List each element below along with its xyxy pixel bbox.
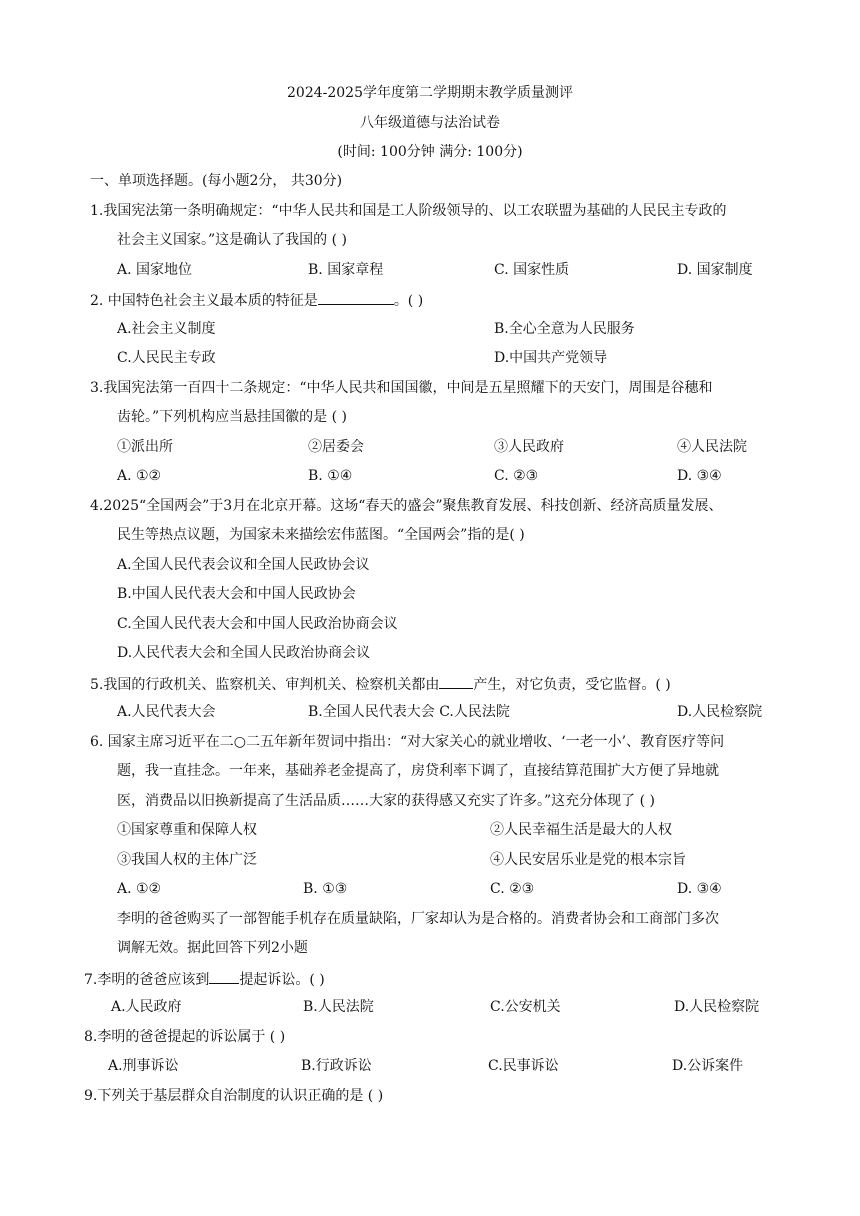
question-4-stem-line1: 4.2025“全国两会”于3月在北京开幕。这场“春天的盛会”聚焦教育发展、科技创新、经济高质量发展、	[90, 498, 723, 514]
question-7-option-d: D.人民检察院	[674, 999, 760, 1015]
question-4-option-a: A.全国人民代表会议和全国人民政协会议	[117, 557, 370, 573]
question-6-option-b: B. ①③	[303, 881, 348, 897]
question-3-option-c: C. ②③	[494, 468, 539, 484]
question-7-option-c: C.公安机关	[490, 999, 561, 1015]
question-1-stem-line1: 1.我国宪法第一条明确规定：“中华人民共和国是工人阶级领导的、以工农联盟为基础的人民民主专政的	[90, 203, 727, 219]
question-3-option-d: D. ③④	[677, 468, 722, 484]
exam-title: 2024-2025学年度第二学期期末教学质量测评	[287, 85, 573, 101]
question-8-option-a: A.刑事诉讼	[108, 1058, 179, 1074]
exam-subtitle: 八年级道德与法治试卷	[360, 115, 500, 131]
question-2-option-d: D.中国共产党领导	[494, 350, 608, 366]
answer-blank	[209, 971, 239, 984]
question-5-option-bc: B.全国人民代表大会 C.人民法院	[308, 704, 510, 720]
section-heading: 一、单项选择题。(每小题2分， 共30分)	[90, 173, 343, 189]
question-7-stem-part1: 7.李明的爸爸应该到	[84, 972, 210, 988]
question-5-stem-part2: 产生，对它负责，受它监督。( )	[473, 677, 671, 693]
question-4-option-c: C.全国人民代表大会和中国人民政治协商会议	[117, 616, 398, 632]
question-3-stem-line2: 齿轮。”下列机构应当悬挂国徽的是 ( )	[117, 409, 347, 425]
question-1-option-a: A. 国家地位	[117, 262, 193, 278]
question-3-stem-line1: 3.我国宪法第一百四十二条规定：“中华人民共和国国徽，中间是五星照耀下的天安门，周围是谷穗和	[90, 380, 713, 396]
question-8-option-c: C.民事诉讼	[488, 1058, 559, 1074]
question-1-option-d: D. 国家制度	[677, 262, 753, 278]
question-5-option-d: D.人民检察院	[677, 704, 763, 720]
question-7-stem-part2: 提起诉讼。( )	[239, 972, 325, 988]
question-2-stem-part2: 。( )	[393, 293, 424, 309]
question-5-stem	[90, 676, 671, 692]
question-4-option-b: B.中国人民代表大会和中国人民政协会	[117, 586, 356, 602]
question-6-option-d: D. ③④	[677, 881, 722, 897]
question-8-stem: 8.李明的爸爸提起的诉讼属于 ( )	[84, 1029, 286, 1045]
question-3-item-3: ③人民政府	[494, 439, 564, 455]
question-6-stem-line2: 题，我一直挂念。一年来，基础养老金提高了，房贷利率下调了，直接结算范围扩大方便了异地就	[117, 763, 719, 779]
question-5-stem-part1: 5.我国的行政机关、监察机关、审判机关、检察机关都由	[90, 677, 440, 693]
question-1-stem-line2: 社会主义国家。”这是确认了我国的 ( )	[117, 232, 347, 248]
question-7-stem	[84, 971, 325, 987]
exam-info: (时间: 100分钟 满分: 100分)	[337, 144, 523, 160]
question-4-stem-line2: 民生等热点议题，为国家未来描绘宏伟蓝图。“全国两会”指的是( )	[117, 527, 525, 543]
question-7-option-b: B.人民法院	[303, 999, 374, 1015]
question-8-option-d: D.公诉案件	[672, 1058, 744, 1074]
question-8-option-b: B.行政诉讼	[301, 1058, 372, 1074]
question-2-option-a: A.社会主义制度	[117, 321, 216, 337]
question-2-option-c: C.人民民主专政	[117, 350, 216, 366]
question-6-option-a: A. ①②	[117, 881, 162, 897]
question-9-stem: 9.下列关于基层群众自治制度的认识正确的是 ( )	[84, 1088, 384, 1104]
question-4-option-d: D.人民代表大会和全国人民政治协商会议	[117, 645, 371, 661]
question-6-item-1: ①国家尊重和保障人权	[117, 822, 257, 838]
question-3-item-2: ②居委会	[308, 439, 364, 455]
question-6-stem-line3: 医，消费品以旧换新提高了生活品质……大家的获得感又充实了许多。”这充分体现了 ( )	[117, 793, 655, 809]
question-2-stem-part1: 2. 中国特色社会主义最本质的特征是	[90, 293, 318, 309]
question-6-item-4: ④人民安居乐业是党的根本宗旨	[490, 852, 686, 868]
question-3-item-4: ④人民法院	[677, 439, 747, 455]
question-6-item-2: ②人民幸福生活是最大的人权	[490, 822, 672, 838]
question-6-stem-line1: 6. 国家主席习近平在二○二五年新年贺词中指出：“对大家关心的就业增收、‘一老一小’、教育医疗等问	[90, 734, 725, 750]
question-2-option-b: B.全心全意为人民服务	[494, 321, 635, 337]
question-5-option-a: A.人民代表大会	[117, 704, 216, 720]
answer-blank	[439, 676, 473, 689]
question-6-option-c: C. ②③	[490, 881, 535, 897]
passage-line1: 李明的爸爸购买了一部智能手机存在质量缺陷，厂家却认为是合格的。消费者协会和工商部门多次	[117, 911, 719, 927]
question-3-option-b: B. ①④	[308, 468, 353, 484]
question-2-stem	[90, 292, 423, 308]
question-7-option-a: A.人民政府	[111, 999, 182, 1015]
question-1-option-b: B. 国家章程	[308, 262, 384, 278]
question-3-item-1: ①派出所	[117, 439, 173, 455]
question-1-option-c: C. 国家性质	[494, 262, 570, 278]
passage-line2: 调解无效。据此回答下列2小题	[117, 940, 308, 956]
question-3-option-a: A. ①②	[117, 468, 162, 484]
answer-blank	[318, 292, 394, 305]
question-6-item-3: ③我国人权的主体广泛	[117, 852, 257, 868]
